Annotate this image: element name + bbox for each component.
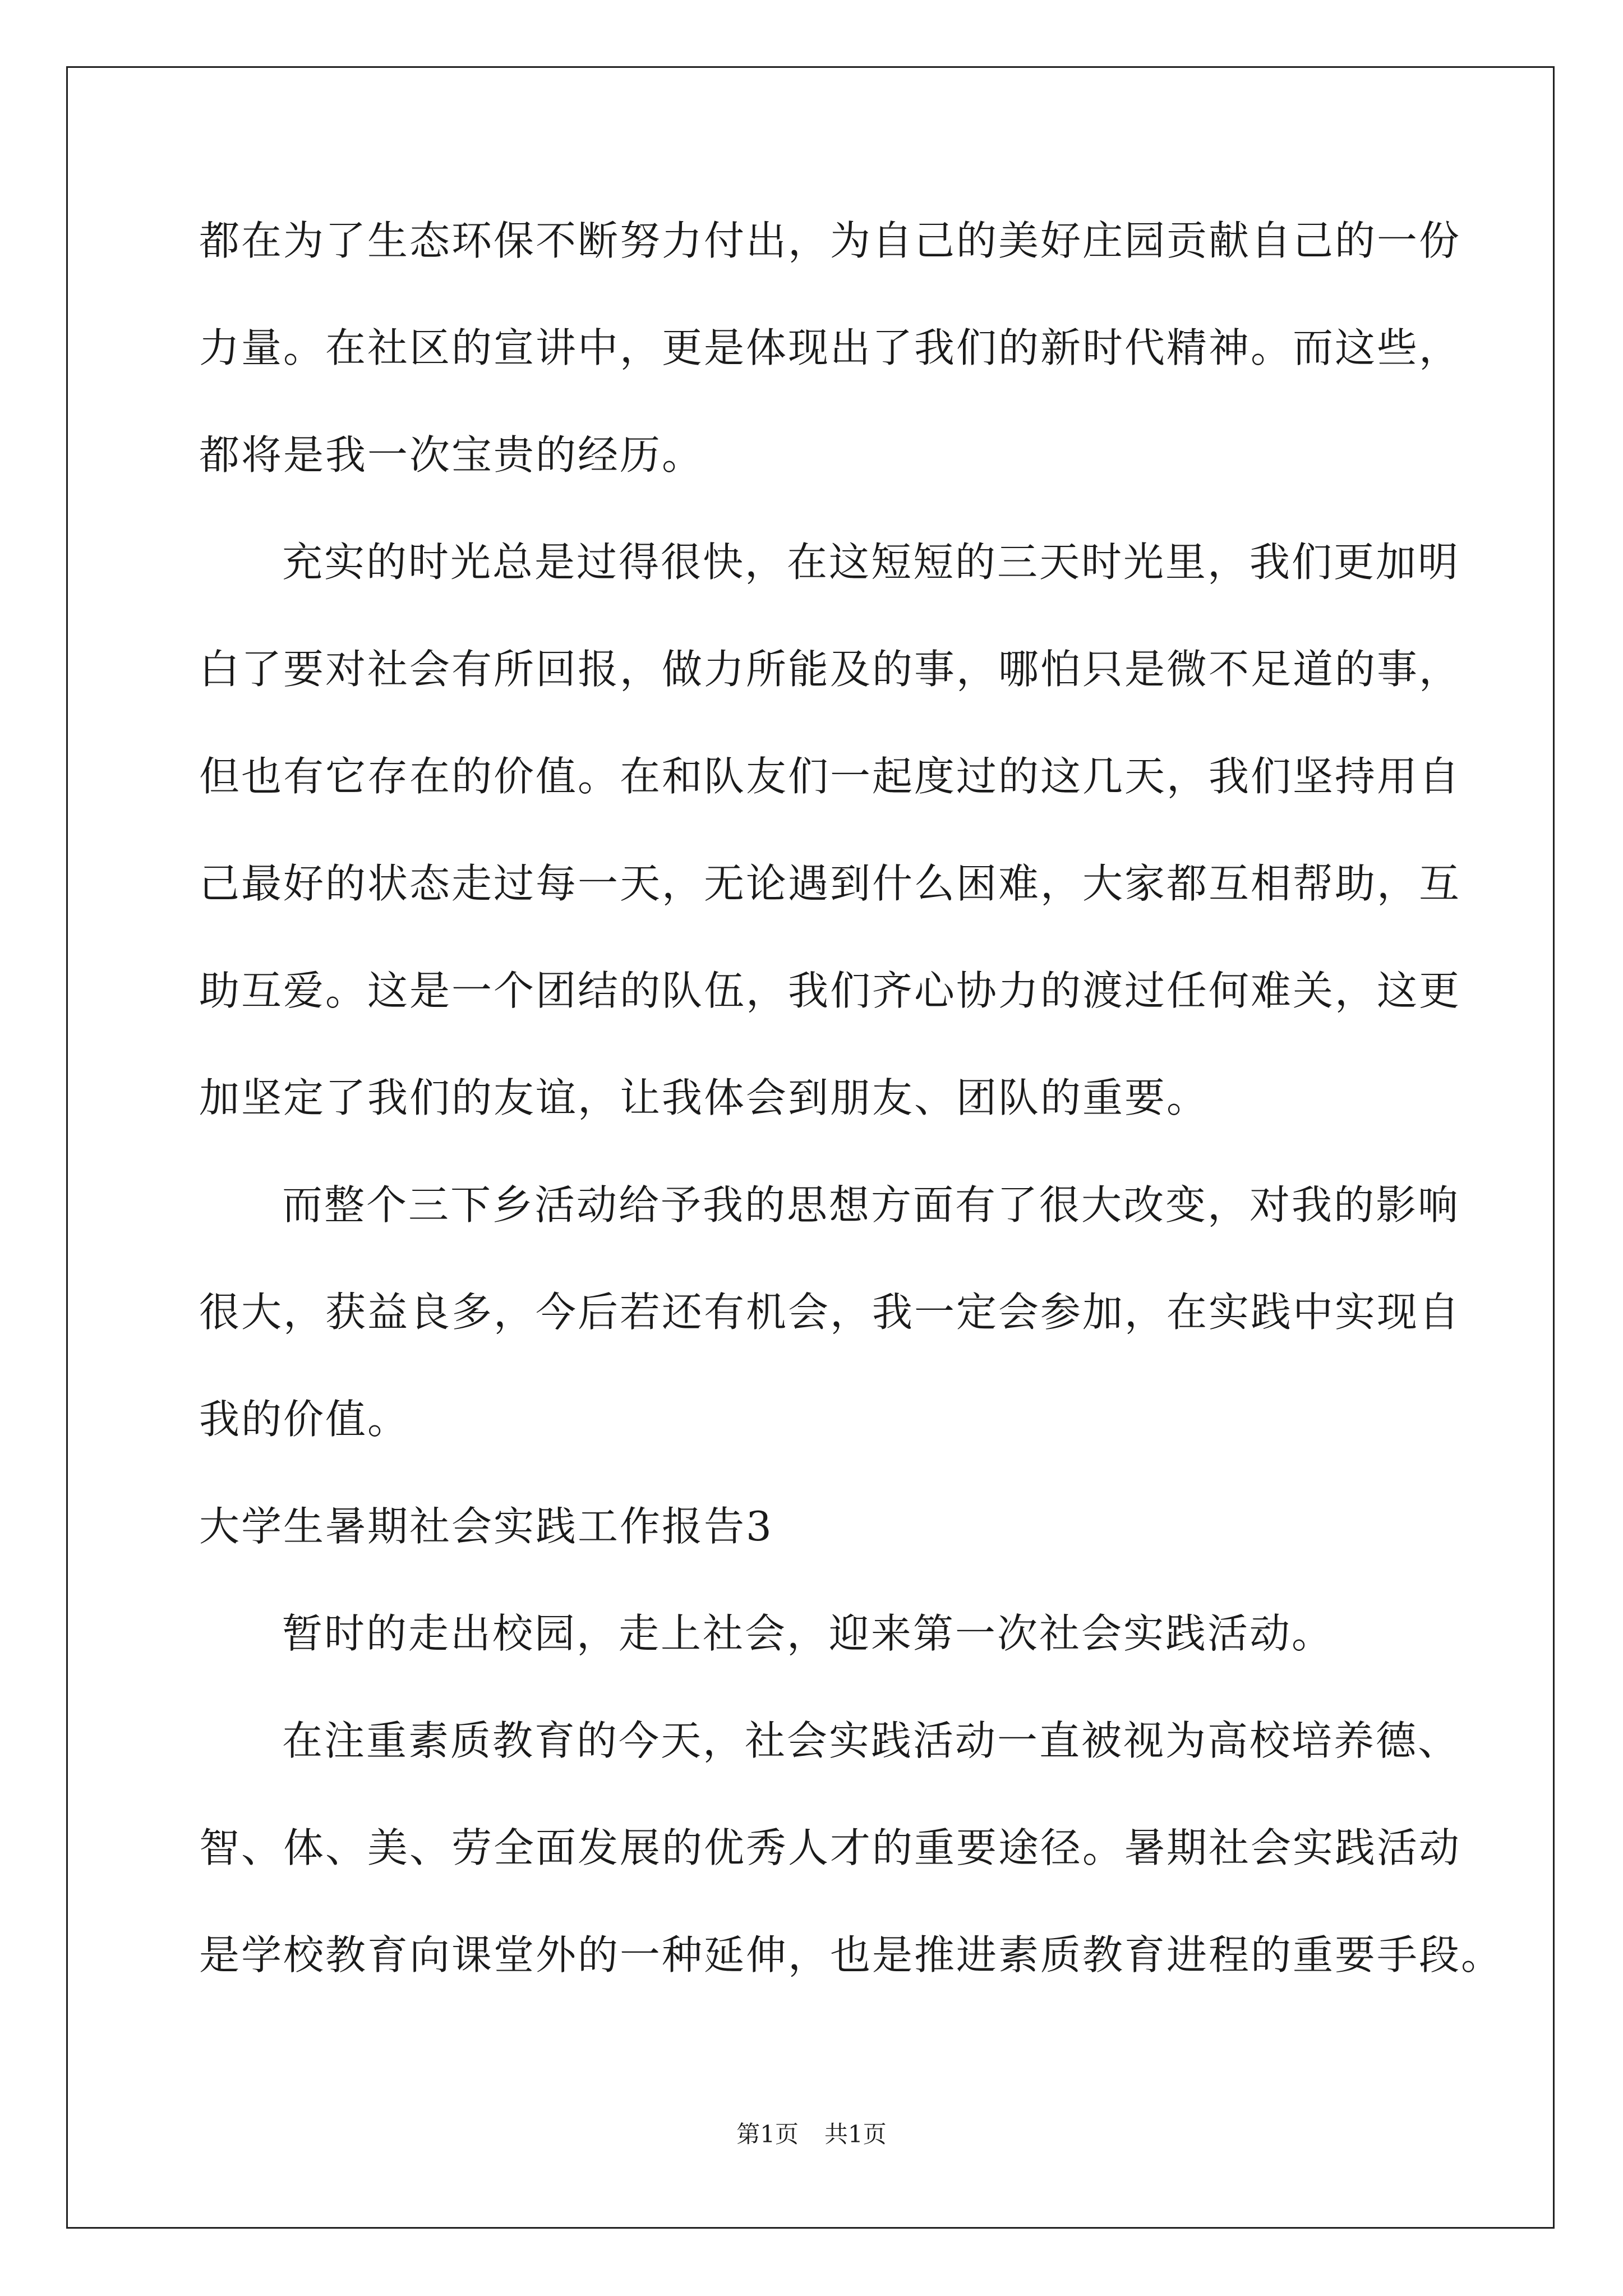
page-footer (0, 2118, 1623, 2151)
section-heading: 大学生暑期社会实践工作报告3 (199, 1503, 773, 1550)
paragraph-line: 暂时的走出校园，走上社会，迎来第一次社会实践活动。 (282, 1610, 1334, 1657)
paragraph-line: 是学校教育向课堂外的一种延伸，也是推进素质教育进程的重要手段。 (199, 1931, 1504, 1978)
paragraph-line: 己最好的状态走过每一天，无论遇到什么困难，大家都互相帮助，互 (199, 860, 1461, 907)
document-body (199, 210, 1504, 2032)
paragraph-line: 都在为了生态环保不断努力付出，为自己的美好庄园贡献自己的一份 (199, 217, 1461, 264)
paragraph-line: 助互爱。这是一个团结的队伍，我们齐心协力的渡过任何难关，这更 (199, 967, 1461, 1014)
paragraph-line: 而整个三下乡活动给予我的思想方面有了很大改变，对我的影响 (282, 1181, 1460, 1228)
paragraph-line: 加坚定了我们的友谊，让我体会到朋友、团队的重要。 (199, 1074, 1209, 1121)
paragraph-line: 白了要对社会有所回报，做力所能及的事，哪怕只是微不足道的事， (199, 646, 1461, 693)
paragraph-line: 力量。在社区的宣讲中，更是体现出了我们的新时代精神。而这些， (199, 324, 1461, 371)
paragraph-line: 在注重素质教育的今天，社会实践活动一直被视为高校培养德、 (282, 1717, 1460, 1764)
page-number: 第1页 (736, 2120, 799, 2148)
paragraph-line: 智、体、美、劳全面发展的优秀人才的重要途径。暑期社会实践活动 (199, 1824, 1461, 1871)
paragraph-line: 我的价值。 (199, 1396, 410, 1443)
paragraph-line: 很大，获益良多，今后若还有机会，我一定会参加，在实践中实现自 (199, 1289, 1461, 1336)
page-total: 共1页 (824, 2120, 887, 2148)
paragraph-line: 但也有它存在的价值。在和队友们一起度过的这几天，我们坚持用自 (199, 753, 1461, 800)
paragraph-line: 都将是我一次宝贵的经历。 (199, 431, 704, 478)
paragraph-line: 充实的时光总是过得很快，在这短短的三天时光里，我们更加明 (282, 539, 1460, 586)
